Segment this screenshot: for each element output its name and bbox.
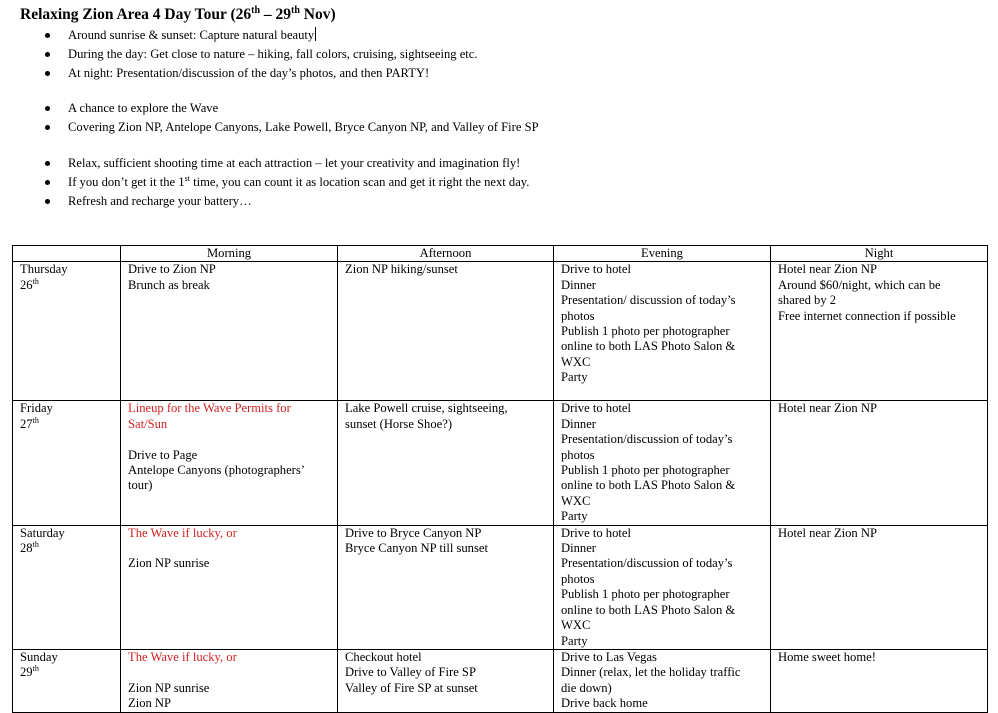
afternoon-cell: Lake Powell cruise, sightseeing, sunset (Horse Shoe?)	[338, 401, 554, 525]
table-header-row	[13, 246, 988, 262]
list-item: During the day: Get close to nature – hiking, fall colors, cruising, sightseeing etc.	[42, 45, 478, 64]
list-item: If you don’t get it the 1st time, you can count it as location scan and get it right the next day.	[42, 173, 529, 192]
evening-cell: Drive to hotel Dinner Presentation/ discussion of today’s photos Publish 1 photo per photographer online to both LAS Photo Salon & WXC Party	[554, 262, 771, 401]
header-day	[13, 246, 121, 262]
list-item: Around sunrise & sunset: Capture natural beauty	[42, 26, 478, 45]
night-cell: Hotel near Zion NP	[771, 525, 988, 649]
afternoon-cell: Zion NP hiking/sunset	[338, 262, 554, 401]
morning-cell: The Wave if lucky, or Zion NP sunrise Zion NP	[121, 649, 338, 712]
bullet-list-highlights	[42, 26, 478, 82]
list-item: Refresh and recharge your battery…	[42, 192, 529, 211]
document-title: Relaxing Zion Area 4 Day Tour (26th – 29th Nov)	[20, 5, 336, 24]
afternoon-cell: Drive to Bryce Canyon NP Bryce Canyon NP till sunset	[338, 525, 554, 649]
table-row	[13, 649, 988, 712]
header-night: Night	[771, 246, 988, 262]
list-item: A chance to explore the Wave	[42, 99, 539, 118]
schedule-table	[12, 245, 988, 713]
bullet-list-coverage	[42, 99, 539, 137]
table-row	[13, 525, 988, 649]
day-cell: Friday 27th	[13, 401, 121, 525]
header-afternoon: Afternoon	[338, 246, 554, 262]
evening-cell: Drive to hotel Dinner Presentation/discussion of today’s photos Publish 1 photo per photographer online to both LAS Photo Salon & WXC Party	[554, 525, 771, 649]
table-row	[13, 262, 988, 401]
day-cell: Sunday 29th	[13, 649, 121, 712]
day-cell: Thursday 26th	[13, 262, 121, 401]
table-row	[13, 401, 988, 525]
list-item: At night: Presentation/discussion of the day’s photos, and then PARTY!	[42, 64, 478, 83]
header-morning: Morning	[121, 246, 338, 262]
list-item: Covering Zion NP, Antelope Canyons, Lake Powell, Bryce Canyon NP, and Valley of Fire SP	[42, 118, 539, 137]
night-cell: Home sweet home!	[771, 649, 988, 712]
morning-cell: The Wave if lucky, or Zion NP sunrise	[121, 525, 338, 649]
night-cell: Hotel near Zion NP	[771, 401, 988, 525]
evening-cell: Drive to Las Vegas Dinner (relax, let the holiday traffic die down) Drive back home	[554, 649, 771, 712]
day-cell: Saturday 28th	[13, 525, 121, 649]
morning-cell: Drive to Zion NP Brunch as break	[121, 262, 338, 401]
bullet-list-philosophy	[42, 154, 529, 210]
header-evening: Evening	[554, 246, 771, 262]
night-cell: Hotel near Zion NP Around $60/night, which can be shared by 2 Free internet connection if possible	[771, 262, 988, 401]
list-item: Relax, sufficient shooting time at each attraction – let your creativity and imagination fly!	[42, 154, 529, 173]
morning-cell: Lineup for the Wave Permits for Sat/Sun Drive to Page Antelope Canyons (photographers’ tour)	[121, 401, 338, 525]
afternoon-cell: Checkout hotel Drive to Valley of Fire SP Valley of Fire SP at sunset	[338, 649, 554, 712]
text-cursor	[315, 27, 316, 41]
evening-cell: Drive to hotel Dinner Presentation/discussion of today’s photos Publish 1 photo per photographer online to both LAS Photo Salon & WXC Party	[554, 401, 771, 525]
